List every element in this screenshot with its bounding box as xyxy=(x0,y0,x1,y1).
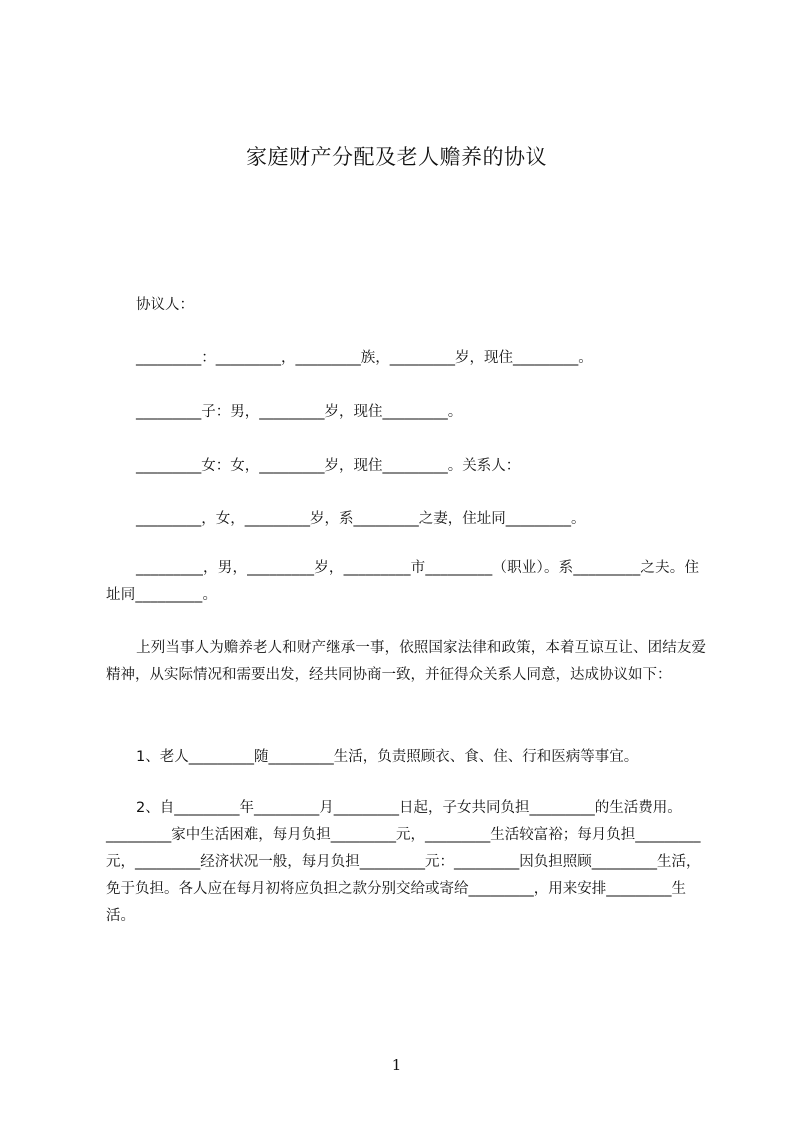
clause-2-text: 2、自_________年_________月_________日起，子女共同负担_________的生活费用。_________家中生活困难，每月负担_________元，_________生活较富裕；每月负担_________元，_________经济状况一般，每月负担_________元：_________因负担照顾_________生活，免于负担。各人应在每月初将应负担之款分别交给或寄给_________，用来安排_________生活。 xyxy=(106,800,701,924)
intro-paragraph-text: 上列当事人为赡养老人和财产继承一事，依照国家法律和政策，本着互谅互让、团结友爱精神，从实际情况和需要出发，经共同协商一致，并征得众关系人同意，达成协议如下： xyxy=(106,640,706,683)
party-line-1: _________：_________，_________族，_________岁，现住_________。 xyxy=(136,350,593,366)
document-title: 家庭财产分配及老人赡养的协议 xyxy=(246,145,547,169)
page-number: 1 xyxy=(391,1056,402,1074)
party-line-2: _________子：男，_________岁，现住_________。 xyxy=(136,404,463,420)
intro-paragraph xyxy=(106,635,706,689)
party-line-4: _________，女，_________岁，系_________之妻，住址同_________。 xyxy=(136,511,586,527)
clause-1: 1、老人_________随_________生活，负责照顾衣、食、住、行和医病等事宜。 xyxy=(136,749,639,765)
party-line-3: _________女：女，_________岁，现住_________。关系人： xyxy=(136,458,521,474)
parties-label: 协议人： xyxy=(136,297,194,313)
party-line-5-text: _________，男，_________岁，_________市_________（职业）。系_________之夫。住址同_________。 xyxy=(106,560,700,603)
clause-2 xyxy=(106,795,706,930)
party-line-5 xyxy=(106,555,706,609)
